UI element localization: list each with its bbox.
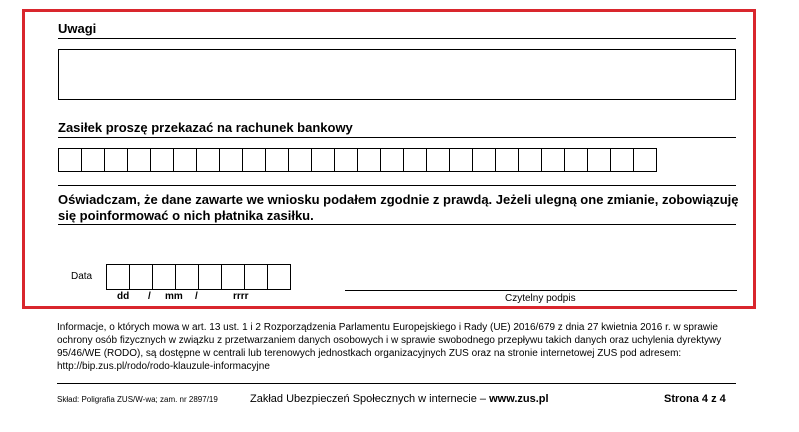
declaration-top-rule [58, 185, 736, 186]
date-format-year: rrrr [233, 291, 249, 302]
date-format-sep: / [195, 291, 198, 302]
bank-account-cell[interactable] [633, 148, 657, 172]
date-cell[interactable] [106, 264, 130, 290]
bank-account-cell[interactable] [403, 148, 427, 172]
date-cell[interactable] [198, 264, 222, 290]
bank-account-cell[interactable] [449, 148, 473, 172]
date-cell[interactable] [221, 264, 245, 290]
bank-title-rule [58, 137, 736, 138]
bank-account-cell[interactable] [127, 148, 151, 172]
remarks-title: Uwagi [58, 21, 97, 36]
footer-rule [57, 383, 736, 384]
date-cell[interactable] [129, 264, 153, 290]
bank-account-cell[interactable] [426, 148, 450, 172]
bank-account-cell[interactable] [357, 148, 381, 172]
declaration-bottom-rule [58, 224, 736, 225]
bank-account-field[interactable] [58, 148, 657, 172]
date-format-day: dd [117, 291, 130, 302]
gdpr-info: Informacje, o których mowa w art. 13 ust. 1 i 2 Rozporządzenia Parlamentu Europejskiego i Rady (UE) 2016/679 z dnia 27 kwietnia 2016 r. w sprawie ochrony osób fizycznych w związku z przetwarzaniem danych osobowych i w sprawie swobodnego przepływu takich danych oraz uchylenia dyrektywy 95/46/WE (RODO), są dostępne w centrali lub terenowych jednostkach organizacyjnych ZUS oraz na stronie internetowej ZUS pod adresem: http://bip.zus.pl/rodo/rodo-klauzule-informacyjne [57, 322, 722, 372]
bank-account-cell[interactable] [334, 148, 358, 172]
bank-account-cell[interactable] [81, 148, 105, 172]
print-info: Skład: Poligrafia ZUS/W-wa; zam. nr 2897/19 [57, 395, 218, 404]
signature-line[interactable] [345, 290, 737, 291]
bank-account-cell[interactable] [587, 148, 611, 172]
bank-account-cell[interactable] [288, 148, 312, 172]
date-cell[interactable] [267, 264, 291, 290]
bank-account-cell[interactable] [472, 148, 496, 172]
footer-link[interactable]: www.zus.pl [489, 393, 549, 405]
signature-label: Czytelny podpis [505, 293, 576, 304]
bank-account-cell[interactable] [265, 148, 289, 172]
bank-account-title: Zasiłek proszę przekazać na rachunek bankowy [58, 120, 353, 135]
bank-account-cell[interactable] [380, 148, 404, 172]
bank-account-cell[interactable] [58, 148, 82, 172]
bank-account-cell[interactable] [219, 148, 243, 172]
bank-account-cell[interactable] [196, 148, 220, 172]
footer-center-text: Zakład Ubezpieczeń Społecznych w internecie – [250, 393, 490, 405]
footer-center [250, 393, 549, 405]
declaration-text: Oświadczam, że dane zawarte we wniosku podałem zgodnie z prawdą. Jeżeli ulegną one zmianie, zobowiązuję się poinformować o nich płatnika zasiłku. [58, 192, 739, 223]
date-cell[interactable] [244, 264, 268, 290]
bank-account-cell[interactable] [242, 148, 266, 172]
bank-account-cell[interactable] [564, 148, 588, 172]
bank-account-cell[interactable] [541, 148, 565, 172]
remarks-title-rule [58, 38, 736, 39]
date-label: Data [71, 271, 93, 282]
date-format-month: mm [165, 291, 183, 302]
bank-account-cell[interactable] [610, 148, 634, 172]
form-frame [22, 9, 756, 309]
bank-account-cell[interactable] [173, 148, 197, 172]
date-cell[interactable] [152, 264, 176, 290]
bank-account-cell[interactable] [150, 148, 174, 172]
page-number: Strona 4 z 4 [664, 393, 726, 405]
bank-account-cell[interactable] [518, 148, 542, 172]
bank-account-cell[interactable] [495, 148, 519, 172]
date-cell[interactable] [175, 264, 199, 290]
date-field[interactable] [106, 264, 291, 290]
remarks-field[interactable] [58, 49, 736, 100]
bank-account-cell[interactable] [104, 148, 128, 172]
bank-account-cell[interactable] [311, 148, 335, 172]
date-format-sep: / [148, 291, 151, 302]
